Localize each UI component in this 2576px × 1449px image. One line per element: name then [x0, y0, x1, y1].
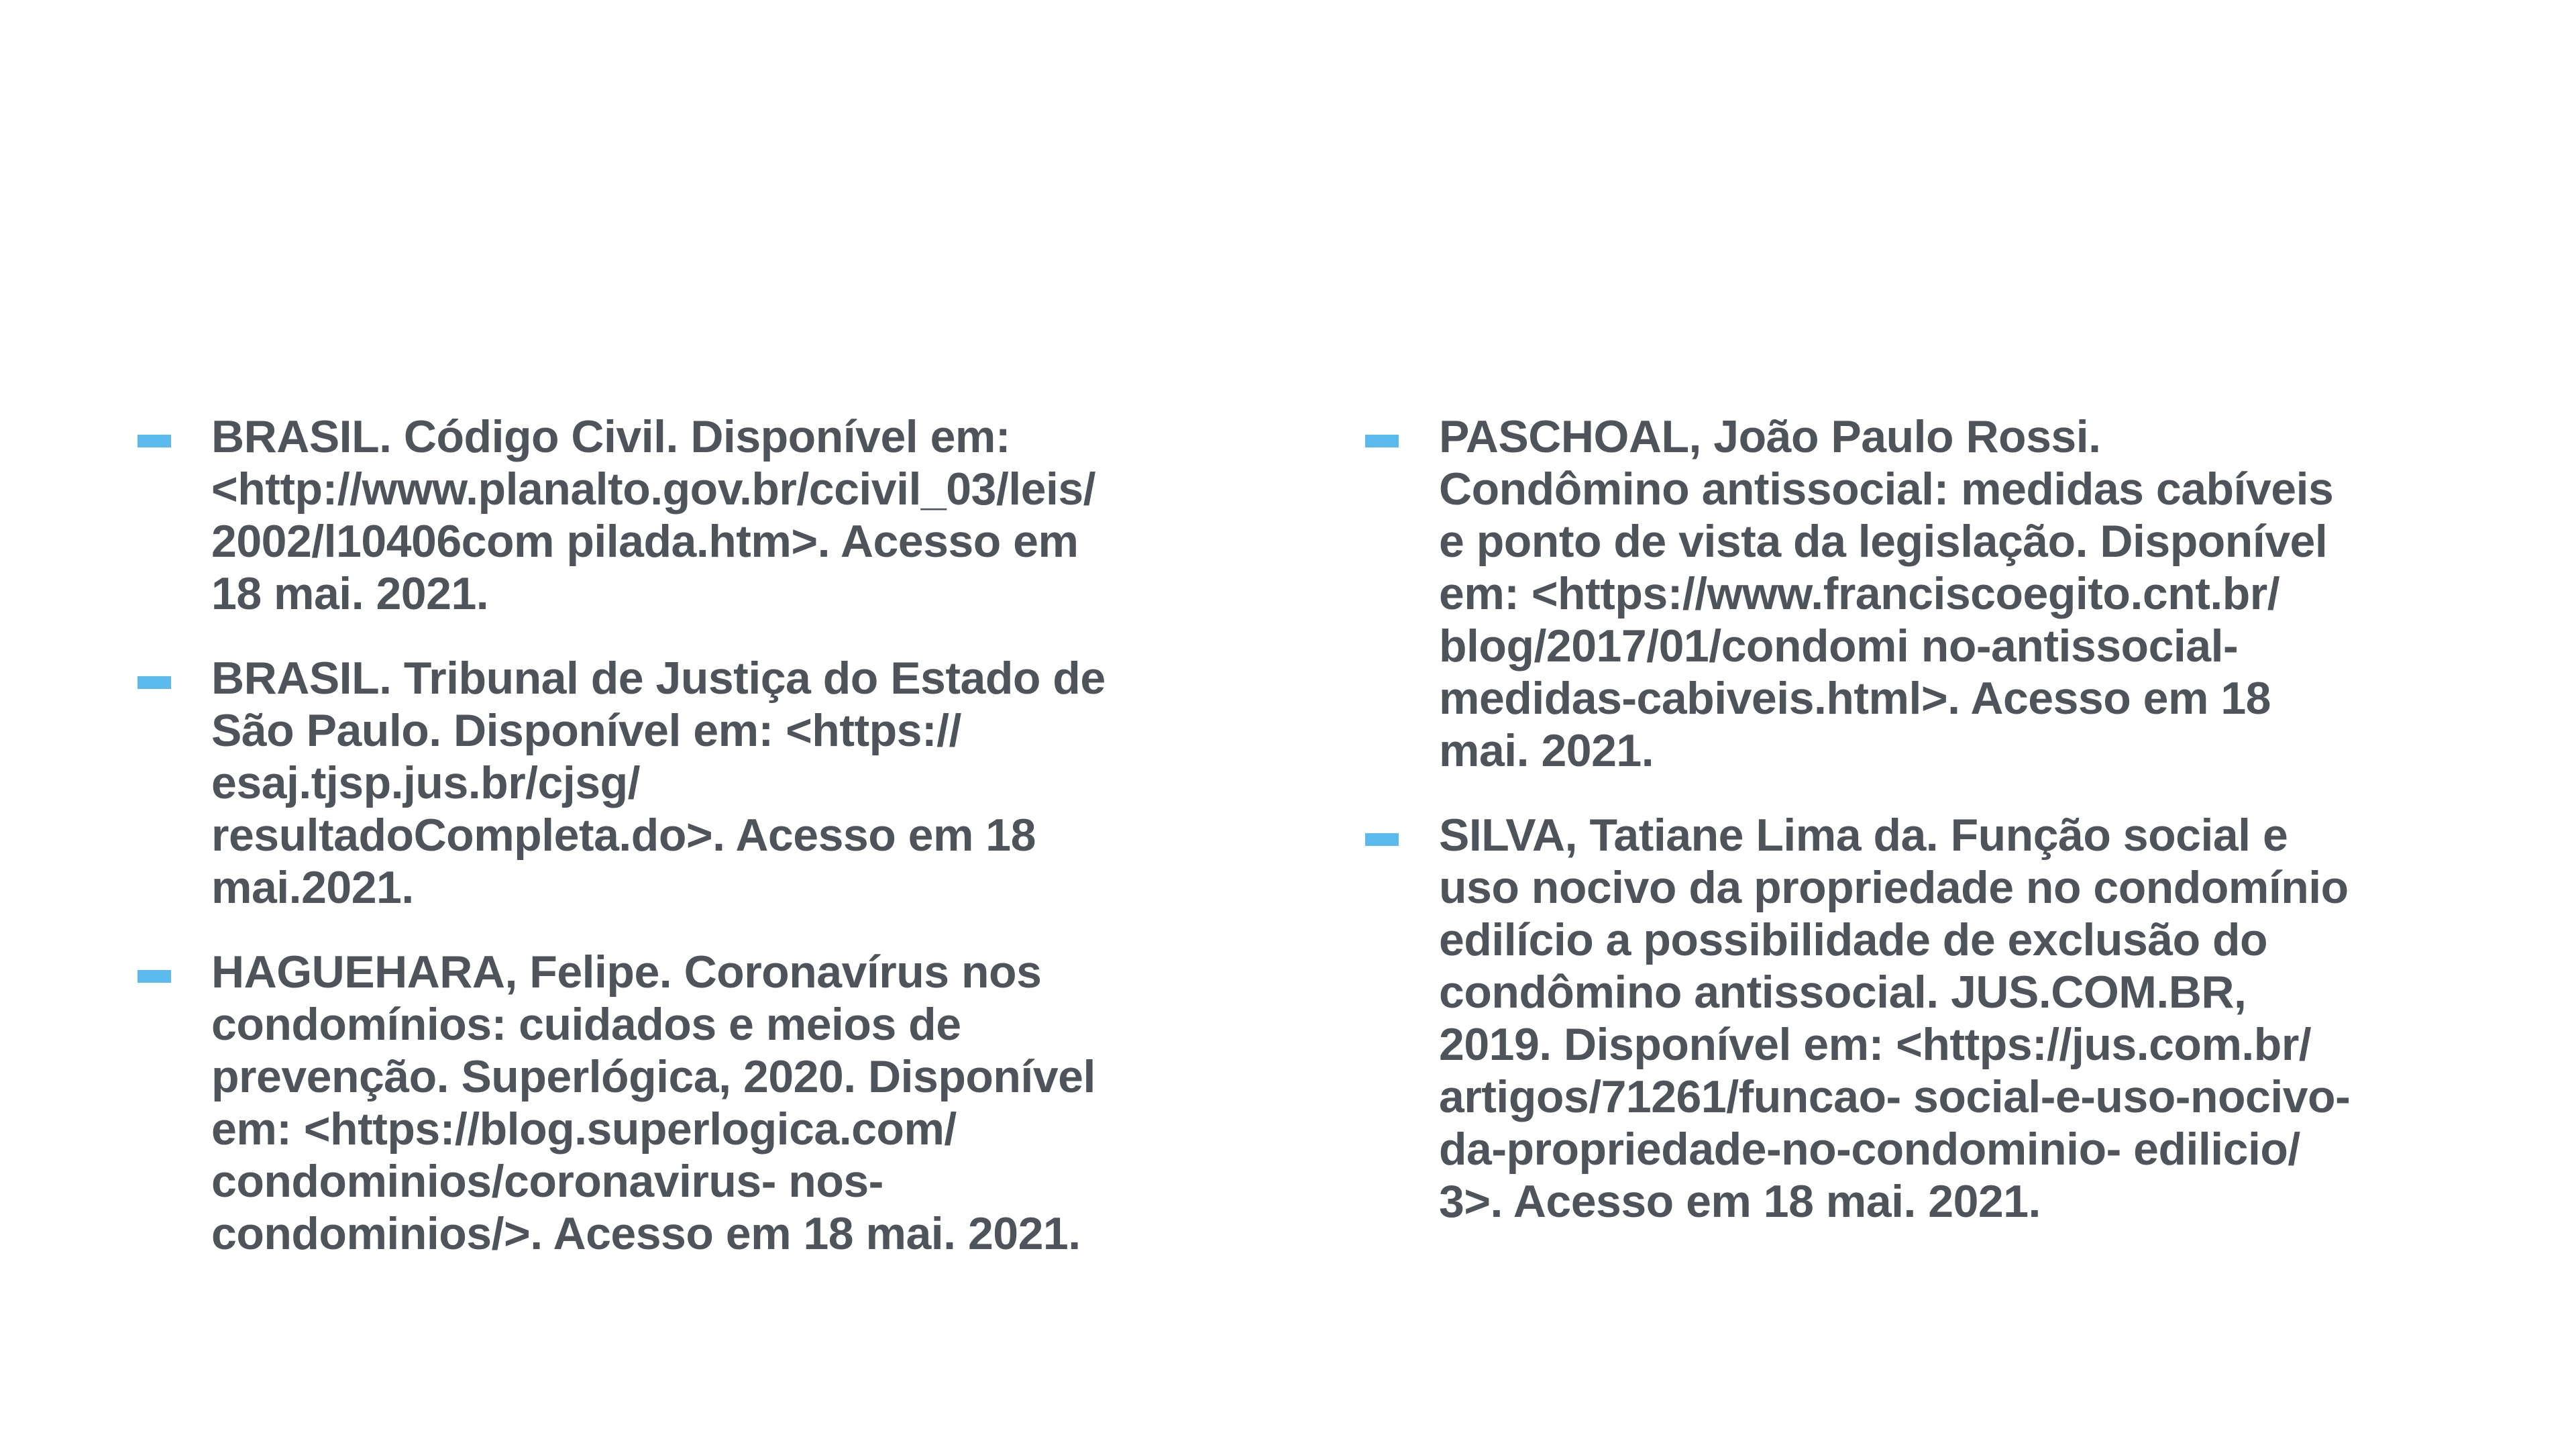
- reference-text-line: prevenção. Superlógica, 2020. Disponível: [211, 1051, 1095, 1102]
- reference-text-line: condominios/>. Acesso em 18 mai. 2021.: [211, 1208, 1081, 1259]
- reference-item: [138, 652, 1278, 914]
- reference-item: [138, 946, 1278, 1260]
- reference-text-line: condominios/coronavirus- nos-: [211, 1156, 883, 1207]
- reference-text-line: em: <https://www.franciscoegito.cnt.br/: [1439, 568, 2280, 619]
- reference-item: [1365, 411, 2506, 777]
- reference-text-line: 3>. Acesso em 18 mai. 2021.: [1439, 1176, 2041, 1227]
- reference-text-line: mai. 2021.: [1439, 725, 1654, 776]
- bullet-icon: [138, 435, 171, 447]
- reference-item: [1365, 809, 2506, 1228]
- reference-text-line: uso nocivo da propriedade no condomínio: [1439, 862, 2349, 913]
- reference-item: [138, 411, 1278, 620]
- bullet-icon: [138, 970, 171, 983]
- reference-text-line: e ponto de vista da legislação. Disponível: [1439, 516, 2328, 567]
- reference-text-line: condômino antissocial. JUS.COM.BR,: [1439, 967, 2247, 1018]
- reference-text-line: BRASIL. Tribunal de Justiça do Estado de: [211, 653, 1106, 704]
- reference-text-line: 2019. Disponível em: <https://jus.com.br/: [1439, 1019, 2312, 1070]
- bullet-icon: [1365, 833, 1399, 846]
- bullet-icon: [138, 676, 171, 689]
- reference-text-line: edilício a possibilidade de exclusão do: [1439, 914, 2268, 965]
- reference-text-line: PASCHOAL, João Paulo Rossi.: [1439, 411, 2101, 462]
- reference-text-line: medidas-cabiveis.html>. Acesso em 18: [1439, 673, 2271, 724]
- reference-text-line: BRASIL. Código Civil. Disponível em:: [211, 411, 1010, 462]
- reference-text-line: em: <https://blog.superlogica.com/: [211, 1104, 957, 1155]
- reference-text-line: artigos/71261/funcao- social-e-uso-nocivo-: [1439, 1071, 2351, 1122]
- references-right-column: [1365, 411, 2506, 1260]
- reference-text-line: da-propriedade-no-condominio- edilicio/: [1439, 1124, 2300, 1175]
- reference-text-line: Condômino antissocial: medidas cabíveis: [1439, 464, 2334, 515]
- reference-text-line: SILVA, Tatiane Lima da. Função social e: [1439, 810, 2288, 861]
- reference-text-line: resultadoCompleta.do>. Acesso em 18: [211, 810, 1036, 861]
- reference-text-line: São Paulo. Disponível em: <https://: [211, 705, 961, 756]
- reference-text-line: <http://www.planalto.gov.br/ccivil_03/leis/: [211, 464, 1096, 515]
- bullet-icon: [1365, 435, 1399, 447]
- reference-text-line: esaj.tjsp.jus.br/cjsg/: [211, 757, 641, 808]
- reference-text-line: 2002/l10406com pilada.htm>. Acesso em: [211, 516, 1079, 567]
- reference-text-line: condomínios: cuidados e meios de: [211, 999, 961, 1050]
- reference-text-line: blog/2017/01/condomi no-antissocial-: [1439, 621, 2239, 672]
- reference-text-line: mai.2021.: [211, 862, 414, 913]
- reference-text-line: HAGUEHARA, Felipe. Coronavírus nos: [211, 947, 1042, 998]
- reference-text-line: 18 mai. 2021.: [211, 568, 489, 619]
- references-left-column: [138, 411, 1278, 1292]
